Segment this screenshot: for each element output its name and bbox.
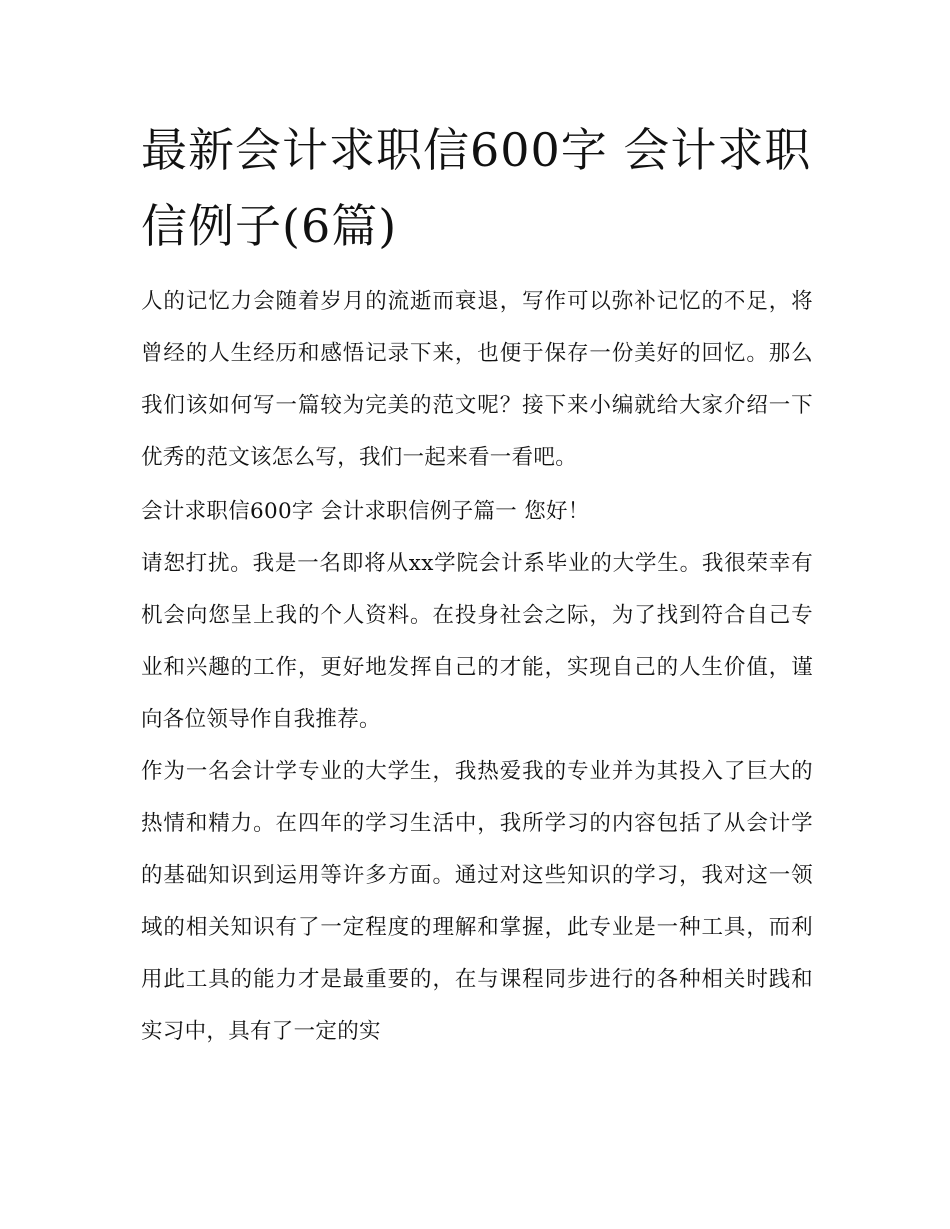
intro-paragraph: 人的记忆力会随着岁月的流逝而衰退，写作可以弥补记忆的不足，将曾经的人生经历和感悟记录下来，也便于保存一份美好的回忆。那么我们该如何写一篇较为完美的范文呢？接下来小编就给大家介绍一下优秀的范文该怎么写，我们一起来看一看吧。 xyxy=(141,289,813,470)
body-paragraph: 请恕打扰。我是一名即将从xx学院会计系毕业的大学生。我很荣幸有机会向您呈上我的个人资料。在投身社会之际，为了找到符合自己专业和兴趣的工作，更好地发挥自己的才能，实现自己的人生价值，谨向各位领导作自我推荐。 xyxy=(141,551,813,732)
section-heading-paragraph: 会计求职信600字 会计求职信例子篇一 您好！ xyxy=(141,499,590,524)
document-title: 最新会计求职信600字 会计求职信例子(6篇) xyxy=(141,123,812,253)
document-body xyxy=(141,112,813,1058)
body-paragraph: 作为一名会计学专业的大学生，我热爱我的专业并为其投入了巨大的热情和精力。在四年的学习生活中，我所学习的内容包括了从会计学的基础知识到运用等许多方面。通过对这些知识的学习，我对这一领域的相关知识有了一定程度的理解和掌握，此专业是一种工具，而利用此工具的能力才是最重要的，在与课程同步进行的各种相关时践和实习中，具有了一定的实 xyxy=(141,759,813,1044)
